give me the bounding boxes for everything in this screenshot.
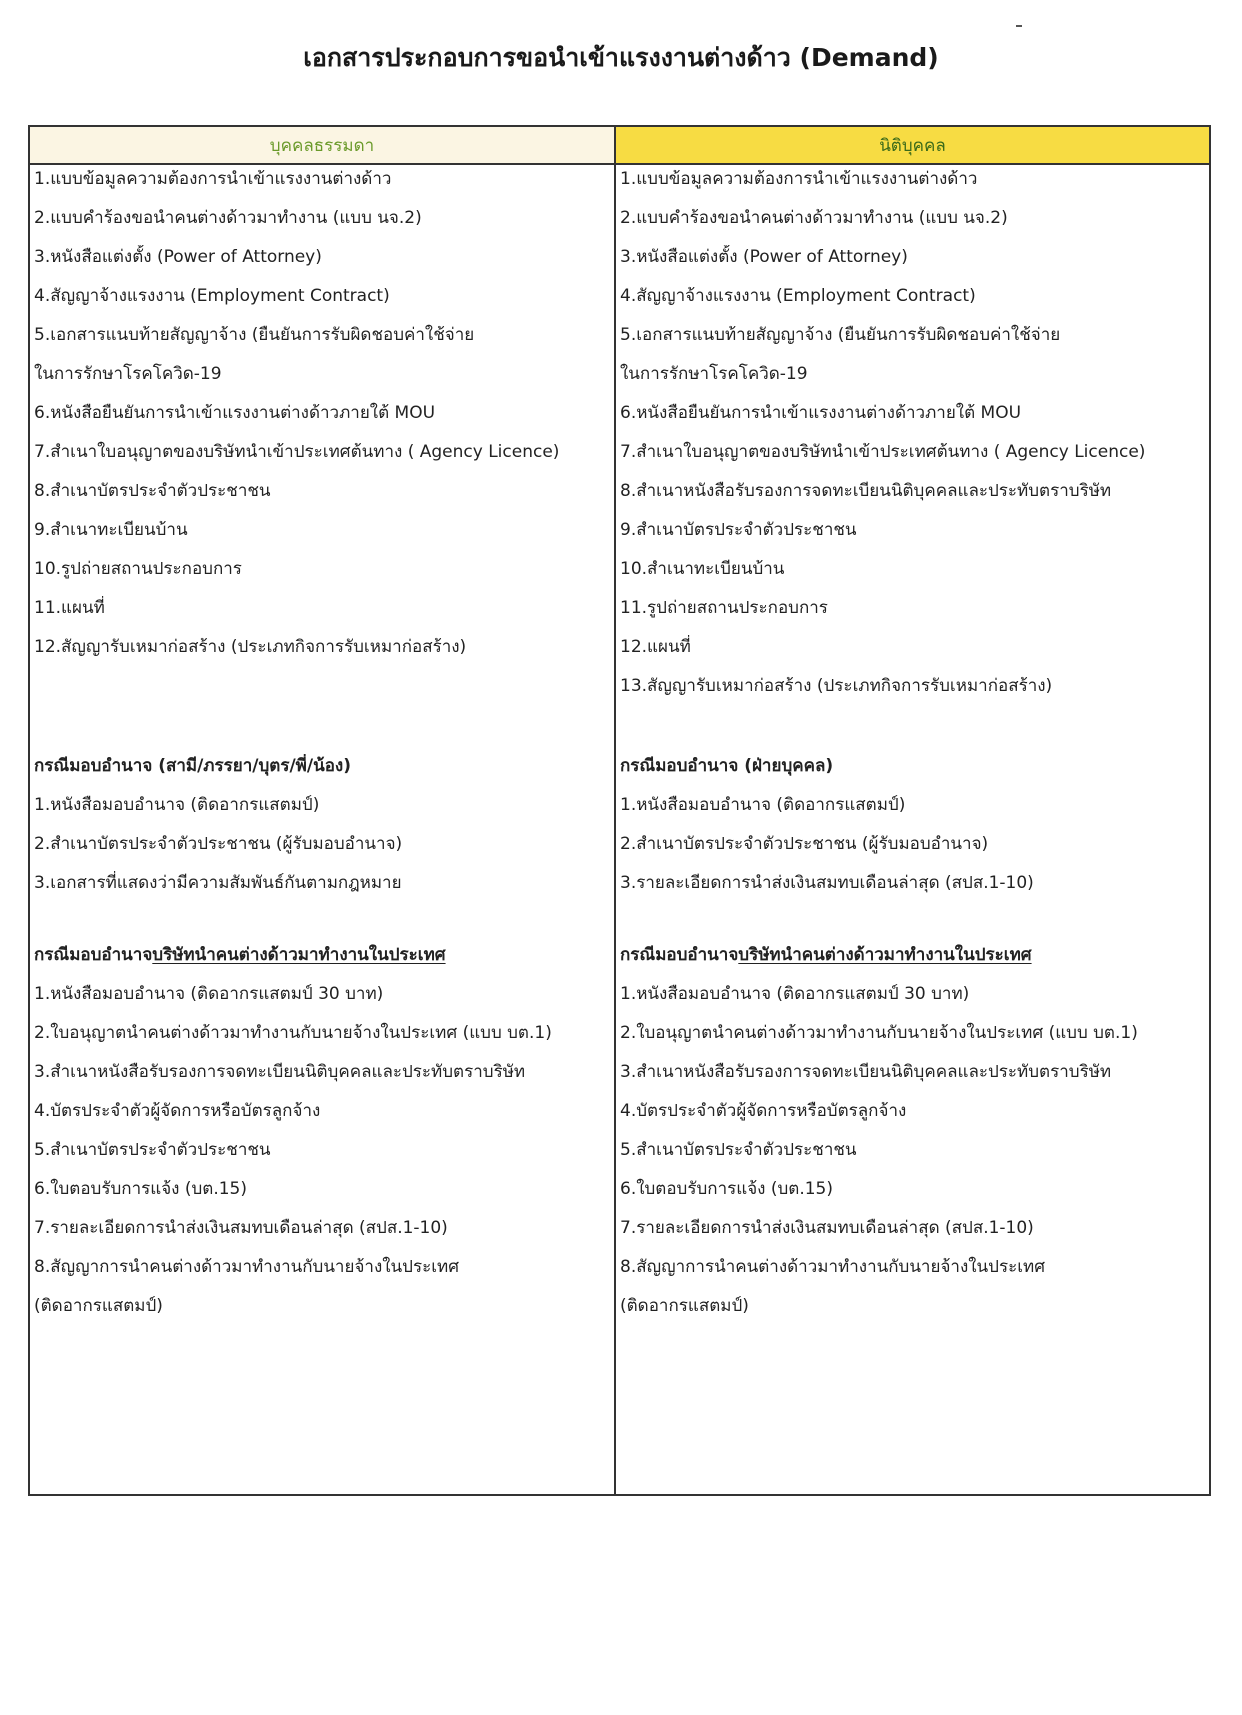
company-heading-prefix: กรณีมอบอำนาจ <box>620 945 739 965</box>
company-list-item: 5.สำเนาบัตรประจำตัวประชาชน <box>34 1140 271 1160</box>
poa-list-item: 1.หนังสือมอบอำนาจ (ติดอากรแสตมป์) <box>34 795 320 815</box>
poa-list-item: 3.เอกสารที่แสดงว่ามีความสัมพันธ์กันตามกฎหมาย <box>34 873 402 893</box>
company-heading-underlined: บริษัทนำคนต่างด้าวมาทำงานในประเทศ <box>152 945 446 965</box>
document-list-item: 1.แบบข้อมูลความต้องการนำเข้าแรงงานต่างด้าว <box>34 169 392 189</box>
company-list-item: (ติดอากรแสตมป์) <box>34 1296 163 1316</box>
company-list-item: 2.ใบอนุญาตนำคนต่างด้าวมาทำงานกับนายจ้างในประเทศ (แบบ บต.1) <box>620 1023 1138 1043</box>
document-list-item: 2.แบบคำร้องขอนำคนต่างด้าวมาทำงาน (แบบ นจ.2) <box>34 208 422 228</box>
document-title: เอกสารประกอบการขอนำเข้าแรงงานต่างด้าว (Demand) <box>303 43 939 72</box>
company-poa-section-heading <box>620 943 1207 967</box>
company-list-item: 7.รายละเอียดการนำส่งเงินสมทบเดือนล่าสุด (สปส.1-10) <box>34 1218 448 1238</box>
poa-section-heading: กรณีมอบอำนาจ (สามี/ภรรยา/บุตร/พี่/น้อง) <box>34 756 351 776</box>
poa-list-item: 2.สำเนาบัตรประจำตัวประชาชน (ผู้รับมอบอำนาจ) <box>620 834 989 854</box>
company-list-item: 8.สัญญาการนำคนต่างด้าวมาทำงานกับนายจ้างในประเทศ <box>620 1257 1046 1277</box>
poa-section-heading: กรณีมอบอำนาจ (ฝ่ายบุคคล) <box>620 756 834 776</box>
company-poa-section-heading <box>34 943 612 967</box>
document-list-item: 12.แผนที่ <box>620 637 691 657</box>
company-list-item: (ติดอากรแสตมป์) <box>620 1296 749 1316</box>
document-list-item: 5.เอกสารแนบท้ายสัญญาจ้าง (ยืนยันการรับผิดชอบค่าใช้จ่าย <box>34 325 475 345</box>
document-list-item: 12.สัญญารับเหมาก่อสร้าง (ประเภทกิจการรับเหมาก่อสร้าง) <box>34 637 467 657</box>
company-list-item: 4.บัตรประจำตัวผู้จัดการหรือบัตรลูกจ้าง <box>34 1101 321 1121</box>
document-list-item: 11.แผนที่ <box>34 598 105 618</box>
company-list-item: 6.ใบตอบรับการแจ้ง (บต.15) <box>34 1179 247 1199</box>
company-list-item: 7.รายละเอียดการนำส่งเงินสมทบเดือนล่าสุด (สปส.1-10) <box>620 1218 1034 1238</box>
document-list-item: 9.สำเนาทะเบียนบ้าน <box>34 520 188 540</box>
document-list-item: 6.หนังสือยืนยันการนำเข้าแรงงานต่างด้าวภายใต้ MOU <box>620 403 1022 423</box>
company-heading-underlined: บริษัทนำคนต่างด้าวมาทำงานในประเทศ <box>738 945 1032 965</box>
document-list-item: ในการรักษาโรคโควิด-19 <box>620 364 808 384</box>
scan-mark <box>1016 25 1022 27</box>
document-list-item: 10.สำเนาทะเบียนบ้าน <box>620 559 785 579</box>
document-list-item: 8.สำเนาบัตรประจำตัวประชาชน <box>34 481 271 501</box>
document-list-item: 11.รูปถ่ายสถานประกอบการ <box>620 598 828 618</box>
company-list-item: 1.หนังสือมอบอำนาจ (ติดอากรแสตมป์ 30 บาท) <box>620 984 970 1004</box>
document-list-item: 4.สัญญาจ้างแรงงาน (Employment Contract) <box>34 286 390 306</box>
company-list-item: 2.ใบอนุญาตนำคนต่างด้าวมาทำงานกับนายจ้างในประเทศ (แบบ บต.1) <box>34 1023 552 1043</box>
company-list-item: 3.สำเนาหนังสือรับรองการจดทะเบียนนิติบุคคลและประทับตราบริษัท <box>34 1062 526 1082</box>
individual-column <box>30 127 616 1494</box>
document-list-item: 3.หนังสือแต่งตั้ง (Power of Attorney) <box>34 247 322 267</box>
poa-list-item: 2.สำเนาบัตรประจำตัวประชาชน (ผู้รับมอบอำนาจ) <box>34 834 403 854</box>
document-list-item: 13.สัญญารับเหมาก่อสร้าง (ประเภทกิจการรับเหมาก่อสร้าง) <box>620 676 1053 696</box>
document-list-item: ในการรักษาโรคโควิด-19 <box>34 364 222 384</box>
document-list-item: 3.หนังสือแต่งตั้ง (Power of Attorney) <box>620 247 908 267</box>
document-list-item: 7.สำเนาใบอนุญาตของบริษัทนำเข้าประเทศต้นทาง ( Agency Licence) <box>34 442 560 462</box>
juristic-column-header: นิติบุคคล <box>616 127 1209 165</box>
poa-list-item: 1.หนังสือมอบอำนาจ (ติดอากรแสตมป์) <box>620 795 906 815</box>
company-list-item: 3.สำเนาหนังสือรับรองการจดทะเบียนนิติบุคคลและประทับตราบริษัท <box>620 1062 1112 1082</box>
company-list-item: 1.หนังสือมอบอำนาจ (ติดอากรแสตมป์ 30 บาท) <box>34 984 384 1004</box>
company-heading-prefix: กรณีมอบอำนาจ <box>34 945 153 965</box>
poa-list-item: 3.รายละเอียดการนำส่งเงินสมทบเดือนล่าสุด (สปส.1-10) <box>620 873 1034 893</box>
company-list-item: 8.สัญญาการนำคนต่างด้าวมาทำงานกับนายจ้างในประเทศ <box>34 1257 460 1277</box>
requirements-table <box>28 125 1211 1496</box>
document-list-item: 9.สำเนาบัตรประจำตัวประชาชน <box>620 520 857 540</box>
document-list-item: 1.แบบข้อมูลความต้องการนำเข้าแรงงานต่างด้าว <box>620 169 978 189</box>
company-list-item: 4.บัตรประจำตัวผู้จัดการหรือบัตรลูกจ้าง <box>620 1101 907 1121</box>
document-list-item: 4.สัญญาจ้างแรงงาน (Employment Contract) <box>620 286 976 306</box>
document-list-item: 8.สำเนาหนังสือรับรองการจดทะเบียนนิติบุคคลและประทับตราบริษัท <box>620 481 1112 501</box>
document-list-item: 10.รูปถ่ายสถานประกอบการ <box>34 559 242 579</box>
document-list-item: 6.หนังสือยืนยันการนำเข้าแรงงานต่างด้าวภายใต้ MOU <box>34 403 436 423</box>
document-list-item: 7.สำเนาใบอนุญาตของบริษัทนำเข้าประเทศต้นทาง ( Agency Licence) <box>620 442 1146 462</box>
company-list-item: 6.ใบตอบรับการแจ้ง (บต.15) <box>620 1179 833 1199</box>
individual-column-header: บุคคลธรรมดา <box>30 127 614 165</box>
document-list-item: 2.แบบคำร้องขอนำคนต่างด้าวมาทำงาน (แบบ นจ.2) <box>620 208 1008 228</box>
document-list-item: 5.เอกสารแนบท้ายสัญญาจ้าง (ยืนยันการรับผิดชอบค่าใช้จ่าย <box>620 325 1061 345</box>
juristic-column <box>616 127 1209 1494</box>
company-list-item: 5.สำเนาบัตรประจำตัวประชาชน <box>620 1140 857 1160</box>
